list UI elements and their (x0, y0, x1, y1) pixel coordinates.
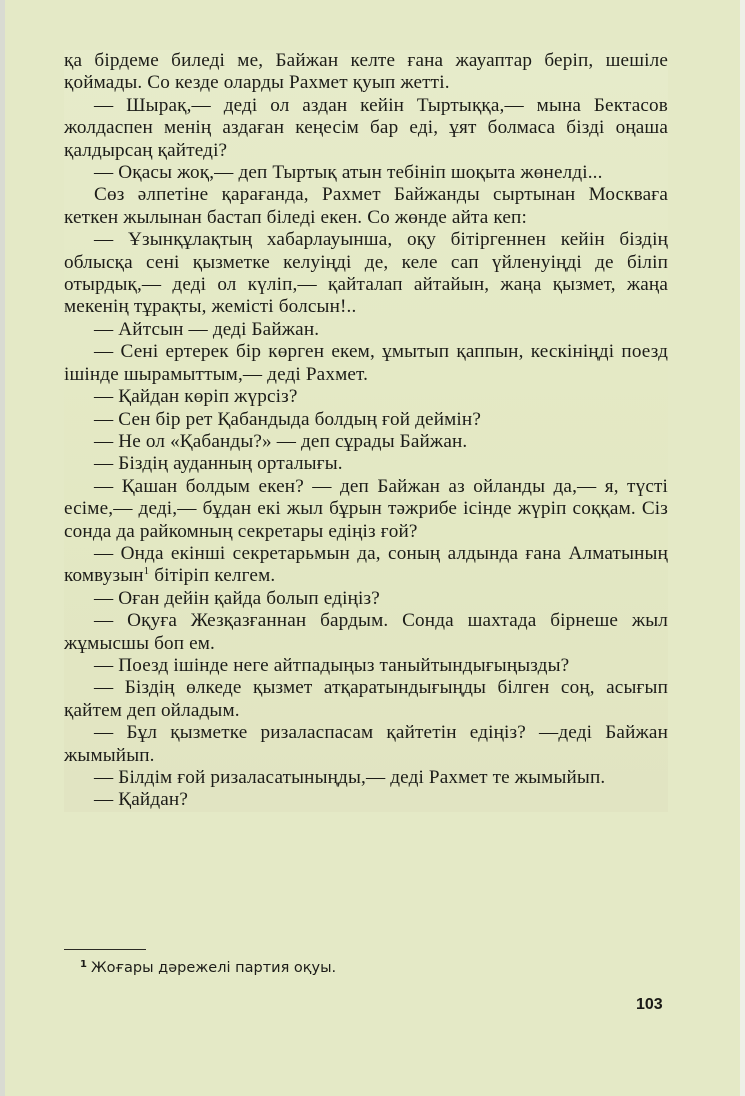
footnote-divider (64, 949, 146, 950)
paragraph: — Шырақ,— деді ол аздан кейін Тыртыққа,— мына Бектасов жолдаспен менің аздаған кеңесім бар еді, ұят болмаса бізді оңаша қалдырсаң қайтеді? (64, 94, 668, 161)
scan-left-edge (0, 0, 5, 1096)
paragraph: қа бірдеме биледі ме, Байжан келте ғана жауаптар беріп, шешіле қоймады. Со кезде оларды Рахмет қуып жетті. (64, 50, 668, 94)
paragraph: — Қашан болдым екен? — деп Байжан аз ойланды да,— я, түсті есіме,— деді,— бұдан екі жыл бұрын тәжрибе ісінде жүріп соққам. Сіз сонда да райкомның секретары едіңіз ғой? (64, 475, 668, 542)
body-text (64, 50, 668, 812)
footnote (80, 959, 336, 976)
footnote-mark: 1 (80, 959, 87, 970)
paragraph: Сөз әлпетіне қарағанда, Рахмет Байжанды сыртынан Москваға кеткен жылынан бастап біледі екен. Со жөнде айта кеп: (64, 184, 668, 228)
paragraph: — Оқуға Жезқазғаннан бардым. Сонда шахтада бірнеше жыл жұмысшы боп ем. (64, 610, 668, 654)
page-number: 103 (636, 996, 663, 1013)
book-page (64, 50, 668, 812)
paragraph-with-footnote-ref (64, 543, 668, 588)
paragraph: — Біздің өлкеде қызмет атқаратындығыңды білген соң, асығып қайтем деп ойладым. (64, 677, 668, 721)
paragraph: — Бұл қызметке ризаласпасам қайтетін едіңіз? —деді Байжан жымыйып. (64, 722, 668, 766)
paragraph: — Не ол «Қабанды?» — деп сұрады Байжан. (94, 430, 468, 452)
paragraph: — Ұзынқұлақтың хабарлауынша, оқу бітіргеннен кейін біздің облысқа сені қызметке келуіңді де, келе сап үйленуіңді де біліп отырдық,— деді ол күліп,— қайталап айтайын, жаңа қызмет, жаңа мекенің тұрақты, жемісті болсын!.. (64, 229, 668, 318)
footnote-text: Жоғары дәрежелі партия оқуы. (90, 960, 337, 976)
scan-right-edge (740, 0, 745, 1096)
paragraph: — Поезд ішінде неге айтпадыңыз таныйтындығыңызды? (94, 654, 570, 676)
footnote-reference: 1 (143, 565, 150, 578)
paragraph: — Біздің ауданның орталығы. (94, 453, 343, 475)
paragraph: — Оған дейін қайда болып едіңіз? (94, 587, 380, 609)
paragraph-text-after: бітіріп келгем. (149, 565, 276, 587)
paragraph-text: — Онда екінші секретарьмын да, соның алдында ғана Алматының комвузын (64, 542, 668, 587)
paragraph: — Қайдан көріп жүрсіз? (94, 386, 298, 408)
paragraph: — Сен бір рет Қабандыда болдың ғой деймін? (94, 408, 481, 430)
paragraph: — Қайдан? (94, 789, 188, 811)
paragraph: — Оқасы жоқ,— деп Тыртық атын тебініп шоқыта жөнелді... (94, 162, 603, 184)
paragraph: — Білдім ғой ризаласатыныңды,— деді Рахмет те жымыйып. (94, 767, 606, 788)
paragraph: — Сені ертерек бір көрген екем, ұмытып қаппын, кескініңді поезд ішінде шырамыттым,— деді Рахмет. (64, 341, 668, 385)
paragraph: — Айтсын — деді Байжан. (94, 318, 320, 340)
